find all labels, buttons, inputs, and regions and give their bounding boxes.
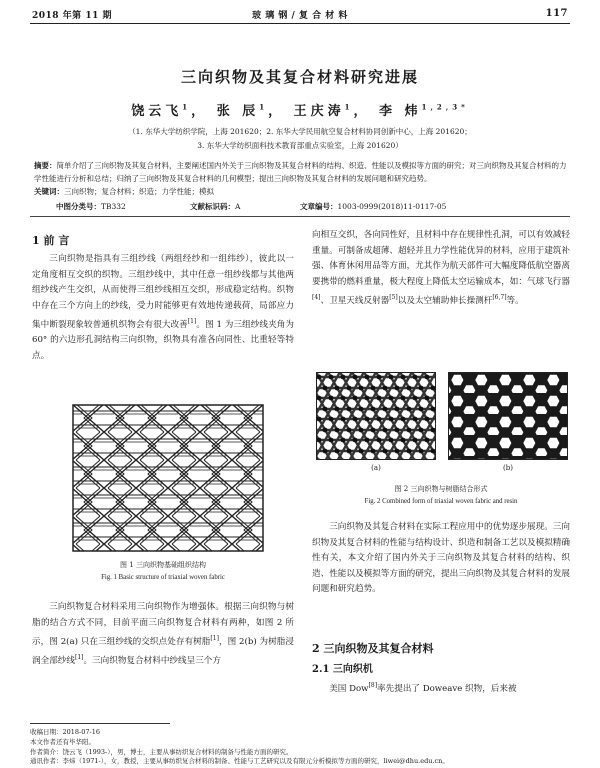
figure-2-caption-en: Fig. 2 Combined form of triaxial woven fabric and resin bbox=[364, 498, 518, 505]
figure-1-weave-structure bbox=[72, 404, 264, 552]
section-2-1-paragraph: 美国 Dow[8]率先提出了 Doweave 织物，后来被 bbox=[329, 682, 517, 694]
figure-2a-resin-at-crossings bbox=[316, 372, 436, 460]
journal-issue: 2018 年第 11 期 bbox=[32, 11, 112, 21]
right-paragraph-2: 三向织物及其复合材料在实际工程应用中的优势逐步展现。三向织物及其复合材料的性能与结构设计、织造和制备工艺以及模拟精确性有关，本文介绍了国内外关于三向织物及其复合材料的结构、织造、性能以及模拟等方面的研究，提出三向织物及其复合材料的发展问题和研究趋势。 bbox=[312, 522, 570, 594]
author: 张 辰$^1$ bbox=[216, 102, 269, 119]
footnote-supported: 本文作者还有毕华阳。 bbox=[30, 738, 95, 746]
journal-name: 玻 璃 钢 / 复 合 材 料 bbox=[252, 11, 348, 21]
paper-title: 三向织物及其复合材料研究进展 bbox=[180, 68, 419, 86]
section-2-heading: 2 三向织物及其复合材料 bbox=[312, 642, 434, 655]
right-paragraph-1: 向相互交织，各向同性好，且材料中存在规律性孔洞，可以有效减轻重量。可制备成超薄、超轻并且力学性能优异的材料，应用于建筑补强、体育休闲用品等方面，尤其作为航天部件可大幅度降低航空器离要携带的燃料重量，极大程度上降低太空运输成本，如：气球飞行器[4]、卫星天线反射器[5]以及太空辅助伸长操测杆[6,7]等。 bbox=[312, 230, 570, 306]
figure-1-caption-en: Fig. 1 Basic structure of triaxial woven fabric bbox=[101, 574, 225, 581]
classification-number: 中图分类号：TB332 bbox=[56, 202, 126, 211]
author: 饶云飞$^1$ bbox=[131, 102, 192, 119]
page-number: 117 bbox=[545, 8, 568, 19]
document-code: 文献标识码：A bbox=[190, 202, 241, 211]
footnote-corresponding: 通讯作者：李炜（1971-），女，教授，主要从事纺织复合材料的制备、性能与工艺研究以及有限元分析模拟等方面的研究，liwei@dhu.edu.cn。 bbox=[30, 757, 449, 765]
figure-2b-label: (b) bbox=[503, 464, 513, 472]
section-2-1-heading: 2.1 三向织机 bbox=[312, 664, 373, 675]
keywords bbox=[34, 186, 568, 197]
abstract-rule bbox=[30, 216, 570, 217]
affiliation-line-2: 3. 东华大学纺织面料技术教育部重点实验室，上海 201620） bbox=[197, 141, 403, 150]
header-rule bbox=[30, 23, 570, 24]
figure-2b-resin-full-impregnation bbox=[448, 372, 568, 460]
section-1-heading: 1 前 言 bbox=[32, 234, 70, 247]
intro-paragraph-2: 三向织物复合材料采用三向织物作为增强体。根据三向织物与树脂的结合方式不同，目前平面三向织物复合材料有两种，如图 2 所示，图 2(a) 只在三组纱线的交织点处存有树脂[1]，图 2(b) 为树脂浸润全部纱线[1]。三向织物复合材料中纱线呈三个方 bbox=[32, 602, 295, 667]
footnote-received: 收稿日期：2018-07-16 bbox=[30, 728, 100, 736]
abstract-text: 简单介绍了三向织物及其复合材料，主要阐述国内外关于三向织物及其复合材料的结构、织造、性能以及模拟等方面的研究；对三向织物及其复合材料的力学性能进行分析和总结；归纳了三向织物及其复合材料的几何模型；提出三向织物及其复合材料的发展问题和研究趋势。 bbox=[34, 161, 567, 183]
footnote-rule bbox=[30, 723, 170, 724]
figure-2a-label: (a) bbox=[371, 464, 381, 472]
keywords-text: 三向织物；复合材料；织造；力学性能；模拟 bbox=[64, 187, 214, 196]
keywords-label: 关键词： bbox=[34, 187, 64, 196]
abstract-label: 摘要： bbox=[34, 161, 57, 170]
intro-paragraph-1: 三向织物是指具有三组纱线（两组经纱和一组纬纱），彼此以一定角度相互交织的织物。三组纱线中，其中任意一组纱线都与其他两组纱线产生交织，从而使得三组纱线相互交织，形成稳定结构。织物中存在三个方向上的纱线，受力时能够更有效地传递载荷，局部应力集中断裂现象较普通机织物会有很大改善[1]。图 1 为三组纱线夹角为 60° 的六边形孔洞结构三向织物，织物具有准各向同性、比重轻等特点。 bbox=[32, 254, 294, 361]
abstract bbox=[34, 160, 568, 185]
figure-2-caption: 图 2 三向织物与树脂结合形式 bbox=[394, 485, 488, 493]
figure-1-caption: 图 1 三向织物基础组织结构 bbox=[120, 561, 206, 569]
author: 王庆涛$^1$ bbox=[293, 102, 354, 119]
author: 李 炜$^{1,2,3*}$ bbox=[379, 102, 469, 119]
footnote-author: 作者简介：饶云飞（1993-），男，博士，主要从事纺织复合材料的制备与性能方面的研究。 bbox=[30, 748, 293, 756]
author-list: 饶云飞$^1$， 张 辰$^1$， 王庆涛$^1$， 李 炜$^{1,2,3*}$ bbox=[131, 102, 469, 119]
article-id: 文章编号：1003-0999(2018)11-0117-05 bbox=[300, 202, 447, 211]
affiliation-line-1: （1. 东华大学纺织学院，上海 201620；2. 东华大学民用航空复合材料协同创新中心，上海 201620； bbox=[128, 127, 472, 136]
